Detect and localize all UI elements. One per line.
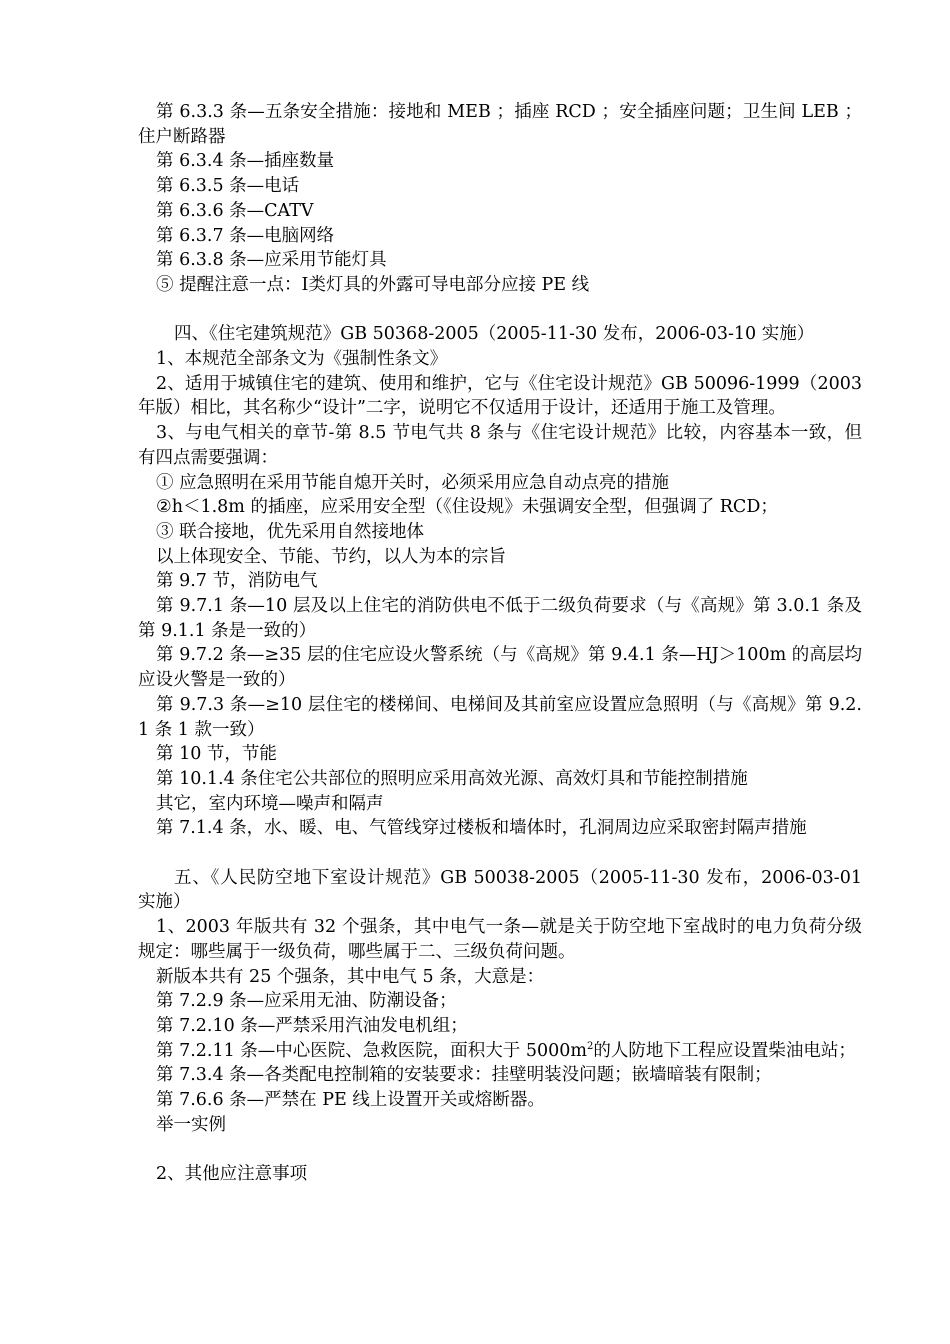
paragraph-9-7-2: 第 9.7.2 条—≥35 层的住宅应设火警系统（与《高规》第 9.4.1 条—HJ＞100m 的高层均应设火警是一致的） bbox=[138, 645, 862, 691]
paragraph-7-2-10: 第 7.2.10 条—严禁采用汽油发电机组； bbox=[156, 1015, 468, 1036]
paragraph-10: 第 10 节，节能 bbox=[156, 744, 277, 765]
paragraph-7-2-9: 第 7.2.9 条—应采用无油、防潮设备； bbox=[156, 991, 457, 1012]
paragraph-6-3-6: 第 6.3.6 条—CATV bbox=[156, 200, 314, 221]
paragraph-6-3-8: 第 6.3.8 条—应采用节能灯具 bbox=[156, 250, 387, 271]
paragraph-point-3: ③ 联合接地，优先采用自然接地体 bbox=[156, 521, 425, 542]
paragraph-7-2-11-part-b: 的人防地下工程应设置柴油电站； bbox=[593, 1040, 856, 1061]
paragraph-5-2: 2、其他应注意事项 bbox=[156, 1164, 308, 1185]
paragraph-point-2: ②h＜1.8m 的插座，应采用安全型（《住设规》未强调安全型，但强调了 RCD； bbox=[156, 497, 778, 518]
paragraph-4-1: 1、本规范全部条文为《强制性条文》 bbox=[156, 349, 448, 370]
section-heading-4: 四、《住宅建筑规范》GB 50368-2005（2005-11-30 发布，2006-03-10 实施） bbox=[174, 324, 815, 345]
paragraph-6-3-3: 第 6.3.3 条—五条安全措施：接地和 MEB ；插座 RCD ；安全插座问题；卫生间 LEB ；住户断路器 bbox=[138, 102, 862, 147]
paragraph-9-7-3: 第 9.7.3 条—≥10 层住宅的楼梯间、电梯间及其前室应设置应急照明（与《高规》第 9.2.1 条 1 款一致） bbox=[138, 694, 862, 740]
spacer bbox=[138, 298, 862, 323]
paragraph-7-1-4: 第 7.1.4 条，水、暖、电、气管线穿过楼板和墙体时，孔洞周边应采取密封隔声措施 bbox=[156, 818, 807, 839]
paragraph-9-7-1: 第 9.7.1 条—10 层及以上住宅的消防供电不低于二级负荷要求（与《高规》第 3.0.1 条及第 9.1.1 条是一致的） bbox=[138, 596, 862, 641]
paragraph-6-3-7: 第 6.3.7 条—电脑网络 bbox=[156, 225, 335, 246]
paragraph-6-3-5: 第 6.3.5 条—电话 bbox=[156, 176, 300, 197]
paragraph-4-2: 2、适用于城镇住宅的建筑、使用和维护，它与《住宅设计规范》GB 50096-1999（2003 年版）相比，其名称少“设计”二字，说明它不仅适用于设计，还适用于施工及管理。 bbox=[138, 373, 862, 419]
paragraph-10-1-4: 第 10.1.4 条住宅公共部位的照明应采用高效光源、高效灯具和节能控制措施 bbox=[156, 768, 748, 789]
paragraph-other: 其它，室内环境—噪声和隔声 bbox=[156, 793, 384, 814]
spacer bbox=[138, 1138, 862, 1163]
spacer bbox=[138, 841, 862, 866]
paragraph-5-1: 1、2003 年版共有 32 个强条，其中电气一条—就是关于防空地下室战时的电力负荷分级规定：哪些属于一级负荷，哪些属于二、三级负荷问题。 bbox=[138, 917, 862, 962]
paragraph-9-7: 第 9.7 节，消防电气 bbox=[156, 571, 318, 592]
superscript-2: 2 bbox=[586, 1040, 594, 1052]
paragraph-7-3-4: 第 7.3.4 条—各类配电控制箱的安装要求：挂壁明装没问题；嵌墙暗装有限制； bbox=[156, 1065, 772, 1086]
paragraph-7-6-6: 第 7.6.6 条—严禁在 PE 线上设置开关或熔断器。 bbox=[156, 1090, 545, 1111]
paragraph-4-3: 3、与电气相关的章节-第 8.5 节电气共 8 条与《住宅设计规范》比较，内容基本一致，但有四点需要强调： bbox=[138, 423, 862, 468]
paragraph-7-2-11-part-a: 第 7.2.11 条—中心医院、急救医院，面积大于 5000m bbox=[156, 1040, 587, 1061]
paragraph-6-3-4: 第 6.3.4 条—插座数量 bbox=[156, 151, 335, 172]
section-heading-5: 五、《人民防空地下室设计规范》GB 50038-2005（2005-11-30 发布，2006-03-01 实施） bbox=[138, 867, 862, 913]
paragraph-example: 举一实例 bbox=[156, 1114, 226, 1135]
paragraph-point-1: ① 应急照明在采用节能自熄开关时，必须采用应急自动点亮的措施 bbox=[156, 472, 670, 493]
paragraph-summary: 以上体现安全、节能、节约，以人为本的宗旨 bbox=[156, 546, 506, 567]
document-body bbox=[138, 100, 862, 1187]
paragraph-new-version: 新版本共有 25 个强条，其中电气 5 条，大意是： bbox=[156, 966, 545, 987]
paragraph-note-5: ⑤ 提醒注意一点：Ⅰ类灯具的外露可导电部分应接 PE 线 bbox=[156, 274, 590, 295]
paragraph-7-2-11 bbox=[138, 1039, 862, 1064]
